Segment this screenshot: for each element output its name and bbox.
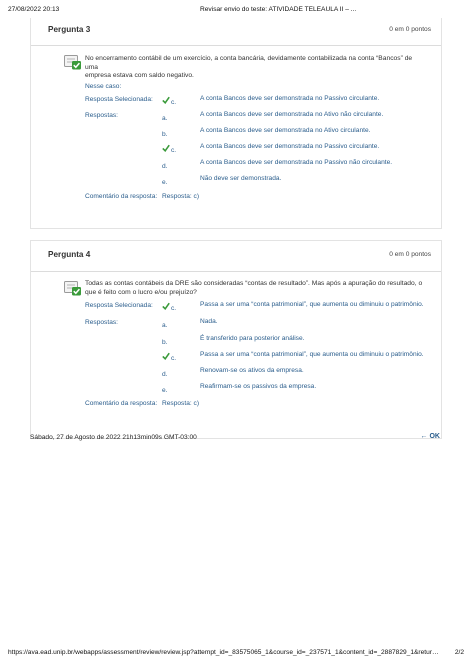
option-text: A conta Bancos deve ser demonstrada no Passivo circulante. bbox=[200, 143, 380, 150]
option-letter: b. bbox=[162, 339, 168, 346]
comment-label: Comentário da resposta: bbox=[85, 193, 158, 200]
option-letter: b. bbox=[162, 131, 168, 138]
print-url: https://ava.ead.unip.br/webapps/assessment/review/review.jsp?attempt_id=_83575065_1&course_id=_237571_1&content_id=_2887829_1&retur… bbox=[8, 649, 439, 656]
option-letter: d. bbox=[162, 371, 168, 378]
print-footer bbox=[0, 649, 474, 661]
print-doc-title: Revisar envio do teste: ATIVIDADE TELEAULA II – ... bbox=[200, 6, 357, 13]
question-text: No encerramento contábil de um exercício, a conta bancária, devidamente contabilizada na conta “Bancos” de uma empresa estava com saldo negativo. bbox=[85, 55, 413, 80]
answer-option bbox=[162, 319, 442, 329]
option-letter: c. bbox=[171, 99, 177, 106]
check-icon bbox=[162, 144, 170, 152]
answer-option bbox=[162, 112, 442, 122]
answer-feedback: Resposta: c) bbox=[162, 193, 200, 200]
option-text: Nada. bbox=[200, 318, 218, 325]
question-card-3 bbox=[30, 18, 442, 229]
option-text: É transferido para posterior análise. bbox=[200, 335, 305, 342]
answer-option-correct bbox=[162, 352, 442, 362]
option-letter: e. bbox=[162, 179, 168, 186]
option-text: Não deve ser demonstrada. bbox=[200, 175, 282, 182]
option-letter: c. bbox=[171, 355, 177, 362]
answer-option bbox=[162, 128, 442, 138]
selected-answer-label: Resposta Selecionada: bbox=[85, 96, 153, 103]
submission-timestamp: Sábado, 27 de Agosto de 2022 21h13min09s GMT-03:00 bbox=[30, 434, 197, 441]
question-card-4 bbox=[30, 240, 442, 439]
ok-button[interactable]: ← OK bbox=[420, 433, 440, 440]
question-header bbox=[31, 241, 441, 269]
question-title: Pergunta 4 bbox=[48, 250, 91, 259]
option-text: Reafirmam-se os passivos da empresa. bbox=[200, 383, 317, 390]
question-case-label: Nesse caso: bbox=[85, 83, 122, 90]
selected-answer bbox=[162, 302, 442, 312]
answer-feedback: Resposta: c) bbox=[162, 400, 200, 407]
print-header bbox=[0, 6, 474, 18]
answer-option bbox=[162, 160, 442, 170]
option-text: A conta Bancos deve ser demonstrada no Passivo circulante. bbox=[200, 95, 380, 102]
print-page-number: 2/2 bbox=[454, 649, 464, 656]
question-text: Todas as contas contábeis da DRE são consideradas “contas de resultado”. Mas após a apuração do resultado, o que é feito com o lucro e/ou prejuízo? bbox=[85, 280, 423, 296]
question-points: 0 em 0 pontos bbox=[389, 26, 431, 33]
answer-option bbox=[162, 384, 442, 394]
header-divider bbox=[31, 45, 441, 46]
check-icon bbox=[162, 352, 170, 360]
question-points: 0 em 0 pontos bbox=[389, 251, 431, 258]
check-icon bbox=[162, 302, 170, 310]
option-letter: d. bbox=[162, 163, 168, 170]
option-letter: a. bbox=[162, 115, 168, 122]
answers-label: Respostas: bbox=[85, 319, 118, 326]
option-letter: e. bbox=[162, 387, 168, 394]
option-letter: a. bbox=[162, 322, 168, 329]
selected-answer bbox=[162, 96, 442, 106]
option-text: Renovam-se os ativos da empresa. bbox=[200, 367, 304, 374]
option-text: Passa a ser uma “conta patrimonial”, que aumenta ou diminuiu o patrimônio. bbox=[200, 351, 424, 358]
comment-label: Comentário da resposta: bbox=[85, 400, 158, 407]
header-divider bbox=[31, 271, 441, 272]
option-letter: c. bbox=[171, 305, 177, 312]
answer-option-correct bbox=[162, 144, 442, 154]
option-text: A conta Bancos deve ser demonstrada no Ativo não circulante. bbox=[200, 111, 384, 118]
option-text: A conta Bancos deve ser demonstrada no Ativo circulante. bbox=[200, 127, 371, 134]
answers-label: Respostas: bbox=[85, 112, 118, 119]
print-datetime: 27/08/2022 20:13 bbox=[8, 6, 60, 13]
correct-answer-icon bbox=[64, 55, 82, 70]
correct-answer-icon bbox=[64, 281, 82, 296]
option-text: A conta Bancos deve ser demonstrada no Passivo não circulante. bbox=[200, 159, 393, 166]
check-icon bbox=[162, 96, 170, 104]
answer-option bbox=[162, 176, 442, 186]
question-header bbox=[31, 18, 441, 46]
answer-option bbox=[162, 368, 442, 378]
answer-option bbox=[162, 336, 442, 346]
question-title: Pergunta 3 bbox=[48, 25, 91, 34]
option-letter: c. bbox=[171, 147, 177, 154]
option-text: Passa a ser uma “conta patrimonial”, que aumenta ou diminuiu o patrimônio. bbox=[200, 301, 424, 308]
selected-answer-label: Resposta Selecionada: bbox=[85, 302, 153, 309]
